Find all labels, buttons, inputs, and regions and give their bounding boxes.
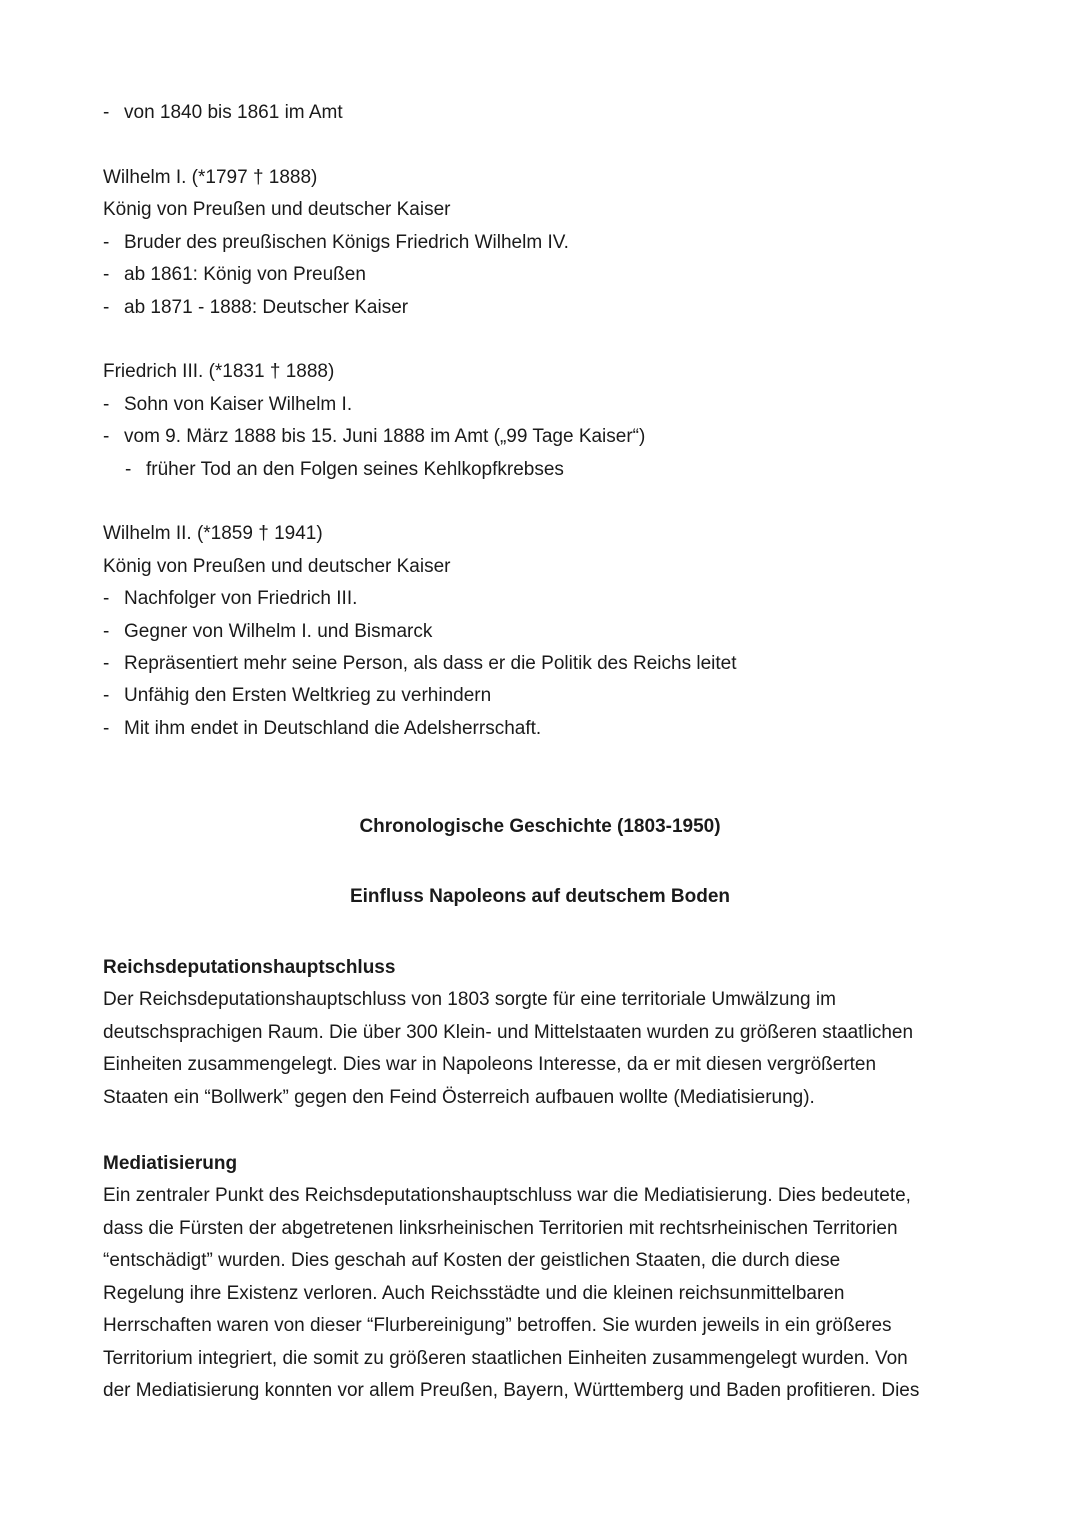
paragraph-line: deutschsprachigen Raum. Die über 300 Klein- und Mittelstaaten wurden zu größeren staatlichen bbox=[103, 1021, 914, 1043]
paragraph-line: Der Reichsdeputationshauptschluss von 1803 sorgte für eine territoriale Umwälzung im bbox=[103, 989, 836, 1010]
bullet-dash: - bbox=[103, 232, 110, 253]
paragraph-line: der Mediatisierung konnten vor allem Preußen, Bayern, Württemberg und Baden profitieren. Dies bbox=[103, 1380, 920, 1401]
paragraph-line: Staaten ein “Bollwerk” gegen den Feind Österreich aufbauen wollte (Mediatisierung). bbox=[103, 1086, 815, 1108]
chronology-subtitle: Einfluss Napoleons auf deutschem Boden bbox=[349, 886, 731, 907]
bullet-dash: - bbox=[103, 102, 110, 123]
bullet-dash: - bbox=[103, 264, 110, 285]
bullet-dash: - bbox=[103, 297, 110, 318]
paragraph-line: Herrschaften waren von dieser “Flurbereinigung” betroffen. Sie wurden jeweils in ein größeres bbox=[103, 1315, 892, 1336]
bullet-text: vom 9. März 1888 bis 15. Juni 1888 im Amt („99 Tage Kaiser“) bbox=[124, 426, 646, 447]
bullet-text: von 1840 bis 1861 im Amt bbox=[124, 102, 343, 123]
paragraph-line: Territorium integriert, die somit zu größeren staatlichen Einheiten zusammengelegt wurden. Von bbox=[103, 1347, 908, 1369]
bullet-text: ab 1871 - 1888: Deutscher Kaiser bbox=[124, 297, 409, 318]
bullet-dash: - bbox=[103, 394, 110, 415]
wilhelm2-subtitle: König von Preußen und deutscher Kaiser bbox=[103, 556, 451, 577]
wilhelm1-title: Wilhelm I. (*1797 † 1888) bbox=[103, 167, 318, 188]
paragraph-line: “entschädigt” wurden. Dies geschah auf Kosten der geistlichen Staaten, die durch diese bbox=[103, 1250, 841, 1271]
bullet-text: früher Tod an den Folgen seines Kehlkopfkrebses bbox=[146, 459, 564, 480]
bullet-dash: - bbox=[103, 718, 110, 739]
paragraph-line: Ein zentraler Punkt des Reichsdeputationshauptschluss war die Mediatisierung. Dies bedeutete, bbox=[103, 1185, 911, 1206]
bullet-dash: - bbox=[103, 588, 110, 609]
bullet-text: Unfähig den Ersten Weltkrieg zu verhindern bbox=[124, 685, 492, 706]
paragraph-line: Einheiten zusammengelegt. Dies war in Napoleons Interesse, da er mit diesen vergrößerten bbox=[103, 1054, 877, 1075]
mediatisierung-heading: Mediatisierung bbox=[103, 1153, 238, 1174]
paragraph-line: dass die Fürsten der abgetretenen linksrheinischen Territorien mit rechtsrheinischen Territorien bbox=[103, 1217, 898, 1239]
bullet-text: Mit ihm endet in Deutschland die Adelsherrschaft. bbox=[124, 718, 542, 739]
bullet-dash: - bbox=[103, 621, 110, 642]
reichsdeputation-heading: Reichsdeputationshauptschluss bbox=[103, 957, 396, 978]
bullet-text: Nachfolger von Friedrich III. bbox=[124, 588, 358, 609]
bullet-text: Sohn von Kaiser Wilhelm I. bbox=[124, 394, 353, 415]
bullet-text: Bruder des preußischen Königs Friedrich Wilhelm IV. bbox=[124, 232, 569, 253]
paragraph-line: Regelung ihre Existenz verloren. Auch Reichsstädte und die kleinen reichsunmittelbaren bbox=[103, 1282, 845, 1304]
wilhelm2-title: Wilhelm II. (*1859 † 1941) bbox=[103, 523, 323, 544]
friedrich3-title: Friedrich III. (*1831 † 1888) bbox=[103, 361, 335, 382]
bullet-text: Gegner von Wilhelm I. und Bismarck bbox=[124, 621, 433, 642]
bullet-dash: - bbox=[103, 653, 110, 674]
wilhelm1-subtitle: König von Preußen und deutscher Kaiser bbox=[103, 199, 451, 220]
bullet-dash: - bbox=[125, 459, 132, 480]
chronology-title: Chronologische Geschichte (1803-1950) bbox=[359, 816, 721, 837]
mediatisierung-paragraph bbox=[103, 1180, 983, 1408]
bullet-dash: - bbox=[103, 426, 110, 447]
reichsdeputation-paragraph bbox=[103, 984, 983, 1114]
bullet-text: Repräsentiert mehr seine Person, als dass er die Politik des Reichs leitet bbox=[124, 653, 737, 674]
bullet-text: ab 1861: König von Preußen bbox=[124, 264, 366, 285]
bullet-dash: - bbox=[103, 685, 110, 706]
